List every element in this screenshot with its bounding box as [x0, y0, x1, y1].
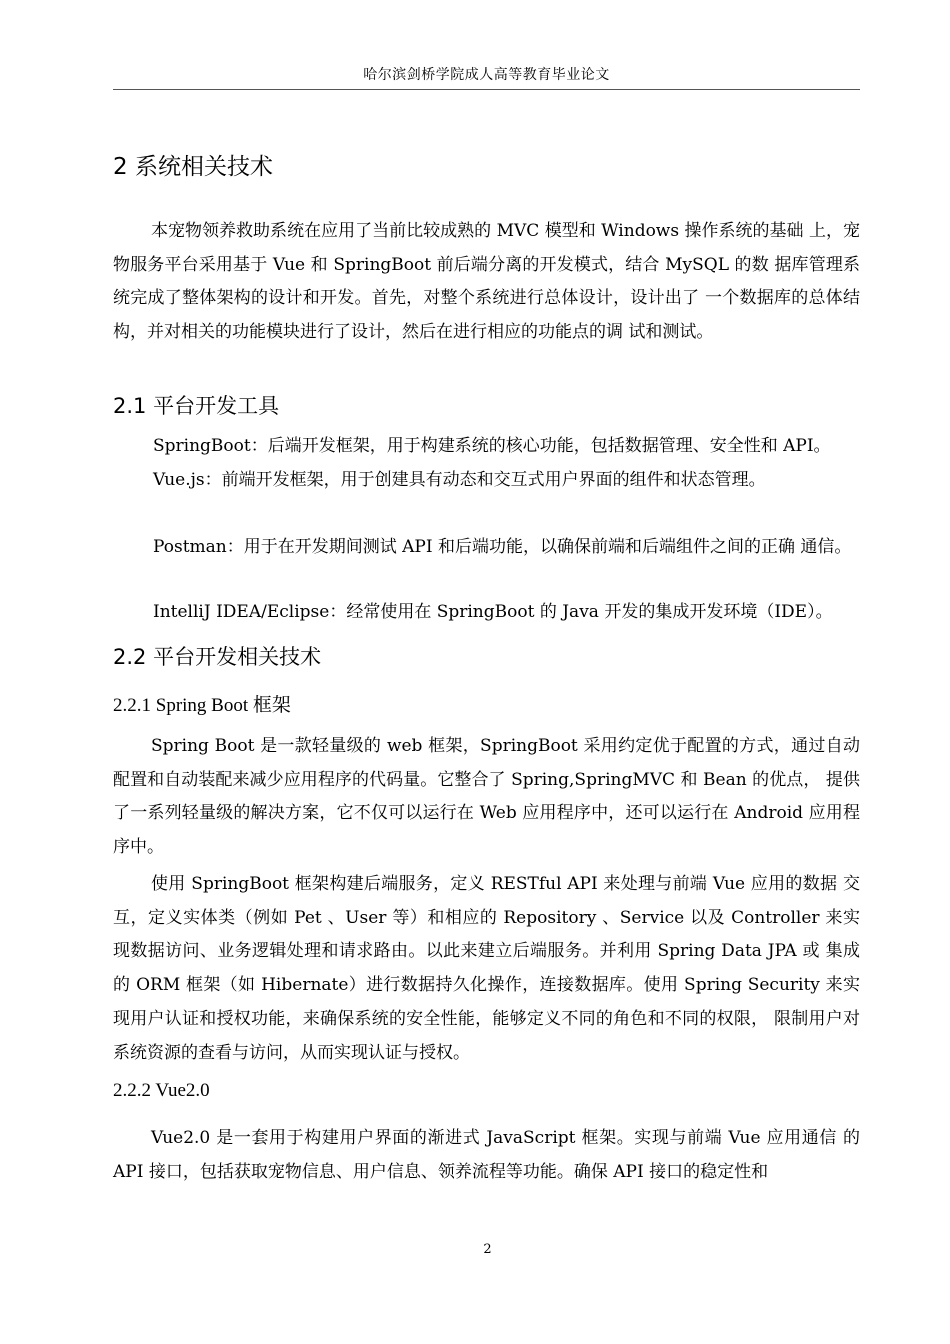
vue-paragraph-1: Vue2.0 是一套用于构建用户界面的渐进式 JavaScript 框架。实现与前端 Vue 应用通信 的 API 接口，包括获取宠物信息、用户信息、领养流程等功能。确保 API 接口的稳定性和 — [113, 1128, 860, 1182]
section-2-2-heading: 2.2 平台开发相关技术 — [113, 645, 322, 669]
tool-postman-paragraph: Postman：用于在开发期间测试 API 和后端功能，以确保前端和后端组件之间的正确 通信。 — [153, 537, 852, 557]
subsection-2-2-2-heading: 2.2.2 Vue2.0 — [113, 1080, 210, 1101]
section-2-1-heading: 2.1 平台开发工具 — [113, 394, 280, 418]
tool-springboot-vue-paragraph: SpringBoot：后端开发框架，用于构建系统的核心功能，包括数据管理、安全性和 API。 Vue.js：前端开发框架，用于创建具有动态和交互式用户界面的组件和状态管理。 — [153, 436, 831, 490]
header-rule — [113, 89, 860, 90]
running-header: 哈尔滨剑桥学院成人高等教育毕业论文 — [363, 67, 610, 83]
subsection-2-2-1-heading: 2.2.1 Spring Boot 框架 — [113, 695, 291, 716]
chapter-intro-paragraph: 本宠物领养救助系统在应用了当前比较成熟的 MVC 模型和 Windows 操作系统的基础 上，宠物服务平台采用基于 Vue 和 SpringBoot 前后端分离的开发模式，结合 MySQL 的数 据库管理系统完成了整体架构的设计和开发。首先，对整个系统进行总体设计，设计出了 一个数据库的总体结构，并对相关的功能模块进行了设计，然后在进行相应的功能点的调 试和测试。 — [113, 221, 860, 343]
spring-boot-paragraph-2: 使用 SpringBoot 框架构建后端服务，定义 RESTful API 来处理与前端 Vue 应用的数据 交互，定义实体类（例如 Pet 、User 等）和相应的 Repository 、Service 以及 Controller 来实 现数据访问、业务逻辑处理和请求路由。以此来建立后端服务。并利用 Spring Data JPA 或 集成的 ORM 框架（如 Hibernate）进行数据持久化操作，连接数据库。使用 Spring Security 来实现用户认证和授权功能，来确保系统的安全性能，能够定义不同的角色和不同的权限， 限制用户对系统资源的查看与访问，从而实现认证与授权。 — [113, 874, 860, 1063]
page-number: 2 — [483, 1242, 492, 1257]
tool-ide-paragraph: IntelliJ IDEA/Eclipse：经常使用在 SpringBoot 的 Java 开发的集成开发环境（IDE）。 — [153, 602, 833, 622]
spring-boot-paragraph-1: Spring Boot 是一款轻量级的 web 框架，SpringBoot 采用约定优于配置的方式，通过自动配置和自动装配来减少应用程序的代码量。它整合了 Spring,SpringMVC 和 Bean 的优点， 提供了一系列轻量级的解决方案，它不仅可以运行在 Web 应用程序中，还可以运行在 Android 应用程序中。 — [113, 736, 860, 858]
chapter-heading: 2 系统相关技术 — [113, 154, 273, 180]
